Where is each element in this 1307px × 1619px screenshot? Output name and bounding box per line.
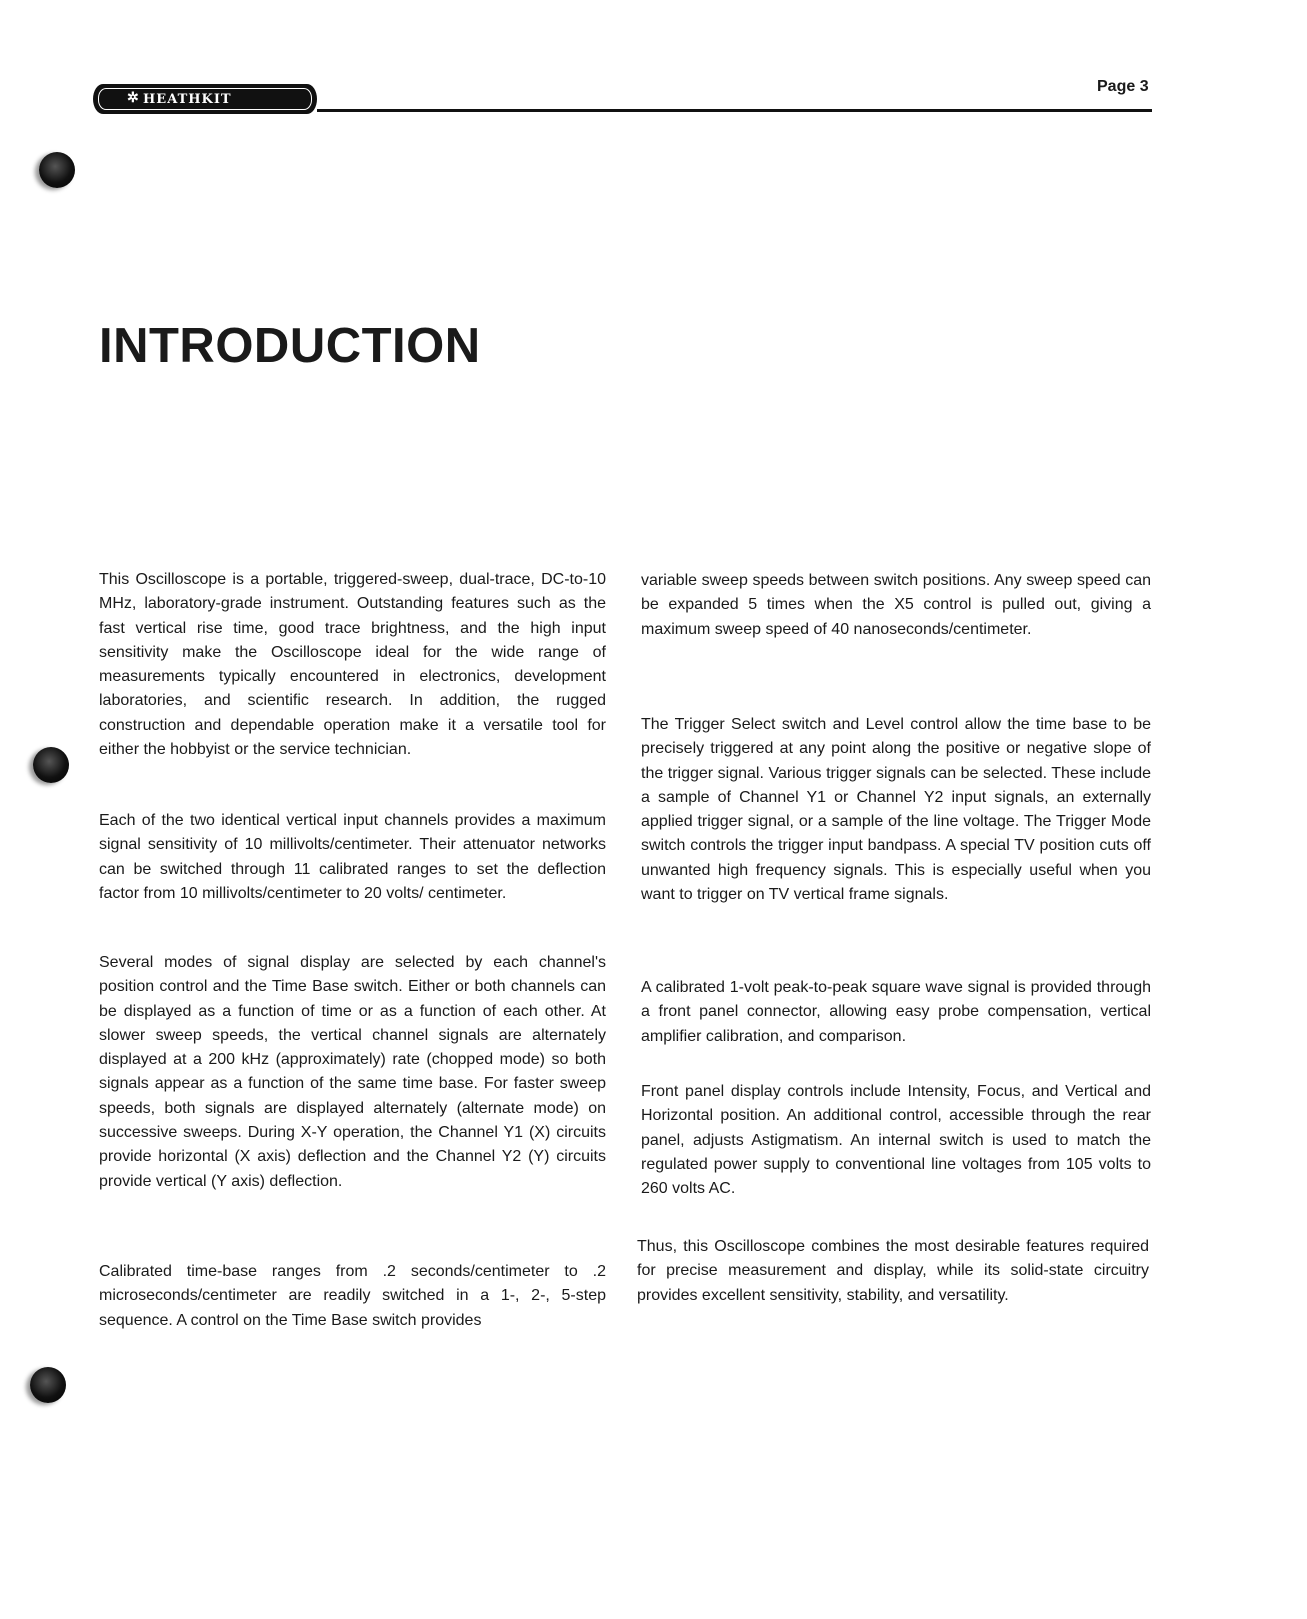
binder-hole-icon: [33, 747, 69, 783]
binder-hole-icon: [39, 152, 75, 188]
paragraph: Thus, this Oscilloscope combines the most desirable features required for precise measurement and display, while its solid-state circuitry provides excellent sensitivity, stability, and versatility.: [637, 1238, 1149, 1304]
logo-frame: [98, 88, 312, 110]
paragraph: A calibrated 1-volt peak-to-peak square wave signal is provided through a front panel connector, allowing easy probe compensation, vertical amplifier calibration, and comparison.: [641, 979, 1151, 1045]
paragraph: Front panel display controls include Intensity, Focus, and Vertical and Horizontal position. An additional control, accessible through the rear panel, adjusts Astigmatism. An internal switch is used to match the regulated power supply to conventional line voltages from 105 volts to 260 volts AC.: [641, 1083, 1151, 1198]
binder-hole-icon: [30, 1367, 66, 1403]
header-rule: [317, 109, 1152, 112]
atom-icon: ✲: [127, 90, 140, 106]
logo-text: HEATHKIT: [143, 91, 232, 107]
paragraph: Several modes of signal display are selected by each channel's position control and the Time Base switch. Either or both channels can be displayed as a function of time or as a function of each other. At slower sweep speeds, the vertical channel signals are alternately displayed at a 200 kHz (approximately) rate (chopped mode) so both signals appear as a function of the same time base. For faster sweep speeds, both signals are displayed alternately (alternate mode) on successive sweeps. During X-Y operation, the Channel Y1 (X) circuits provide horizontal (X axis) deflection and the Channel Y2 (Y) circuits provide vertical (Y axis) deflection.: [99, 954, 606, 1190]
page-number: Page 3: [1097, 78, 1149, 95]
paragraph: variable sweep speeds between switch positions. Any sweep speed can be expanded 5 times when the X5 control is pulled out, giving a maximum sweep speed of 40 nanoseconds/centimeter.: [641, 572, 1151, 638]
page-title: INTRODUCTION: [99, 319, 481, 373]
heathkit-logo: [93, 84, 317, 114]
paragraph: The Trigger Select switch and Level control allow the time base to be precisely triggered at any point along the positive or negative slope of the trigger signal. Various trigger signals can be selected. These include a sample of Channel Y1 or Channel Y2 input signals, an externally applied trigger signal, or a sample of the line voltage. The Trigger Mode switch controls the trigger input bandpass. A special TV position cuts off unwanted high frequency signals. This is especially useful when you want to trigger on TV vertical frame signals.: [641, 716, 1151, 904]
paragraph: Calibrated time-base ranges from .2 seconds/centimeter to .2 microseconds/centimeter are readily switched in a 1-, 2-, 5-step sequence. A control on the Time Base switch provides: [99, 1263, 606, 1329]
paragraph: Each of the two identical vertical input channels provides a maximum signal sensitivity of 10 millivolts/centimeter. Their attenuator networks can be switched through 11 calibrated ranges to set the deflection factor from 10 millivolts/centimeter to 20 volts/ centimeter.: [99, 812, 606, 902]
paragraph: This Oscilloscope is a portable, triggered-sweep, dual-trace, DC-to-10 MHz, laboratory-grade instrument. Outstanding features such as the fast vertical rise time, good trace brightness, and the high input sensitivity make the Oscilloscope ideal for the wide range of measurements typically encountered in electronics, development laboratories, and scientific research. In addition, the rugged construction and dependable operation make it a versatile tool for either the hobbyist or the service technician.: [99, 571, 606, 759]
